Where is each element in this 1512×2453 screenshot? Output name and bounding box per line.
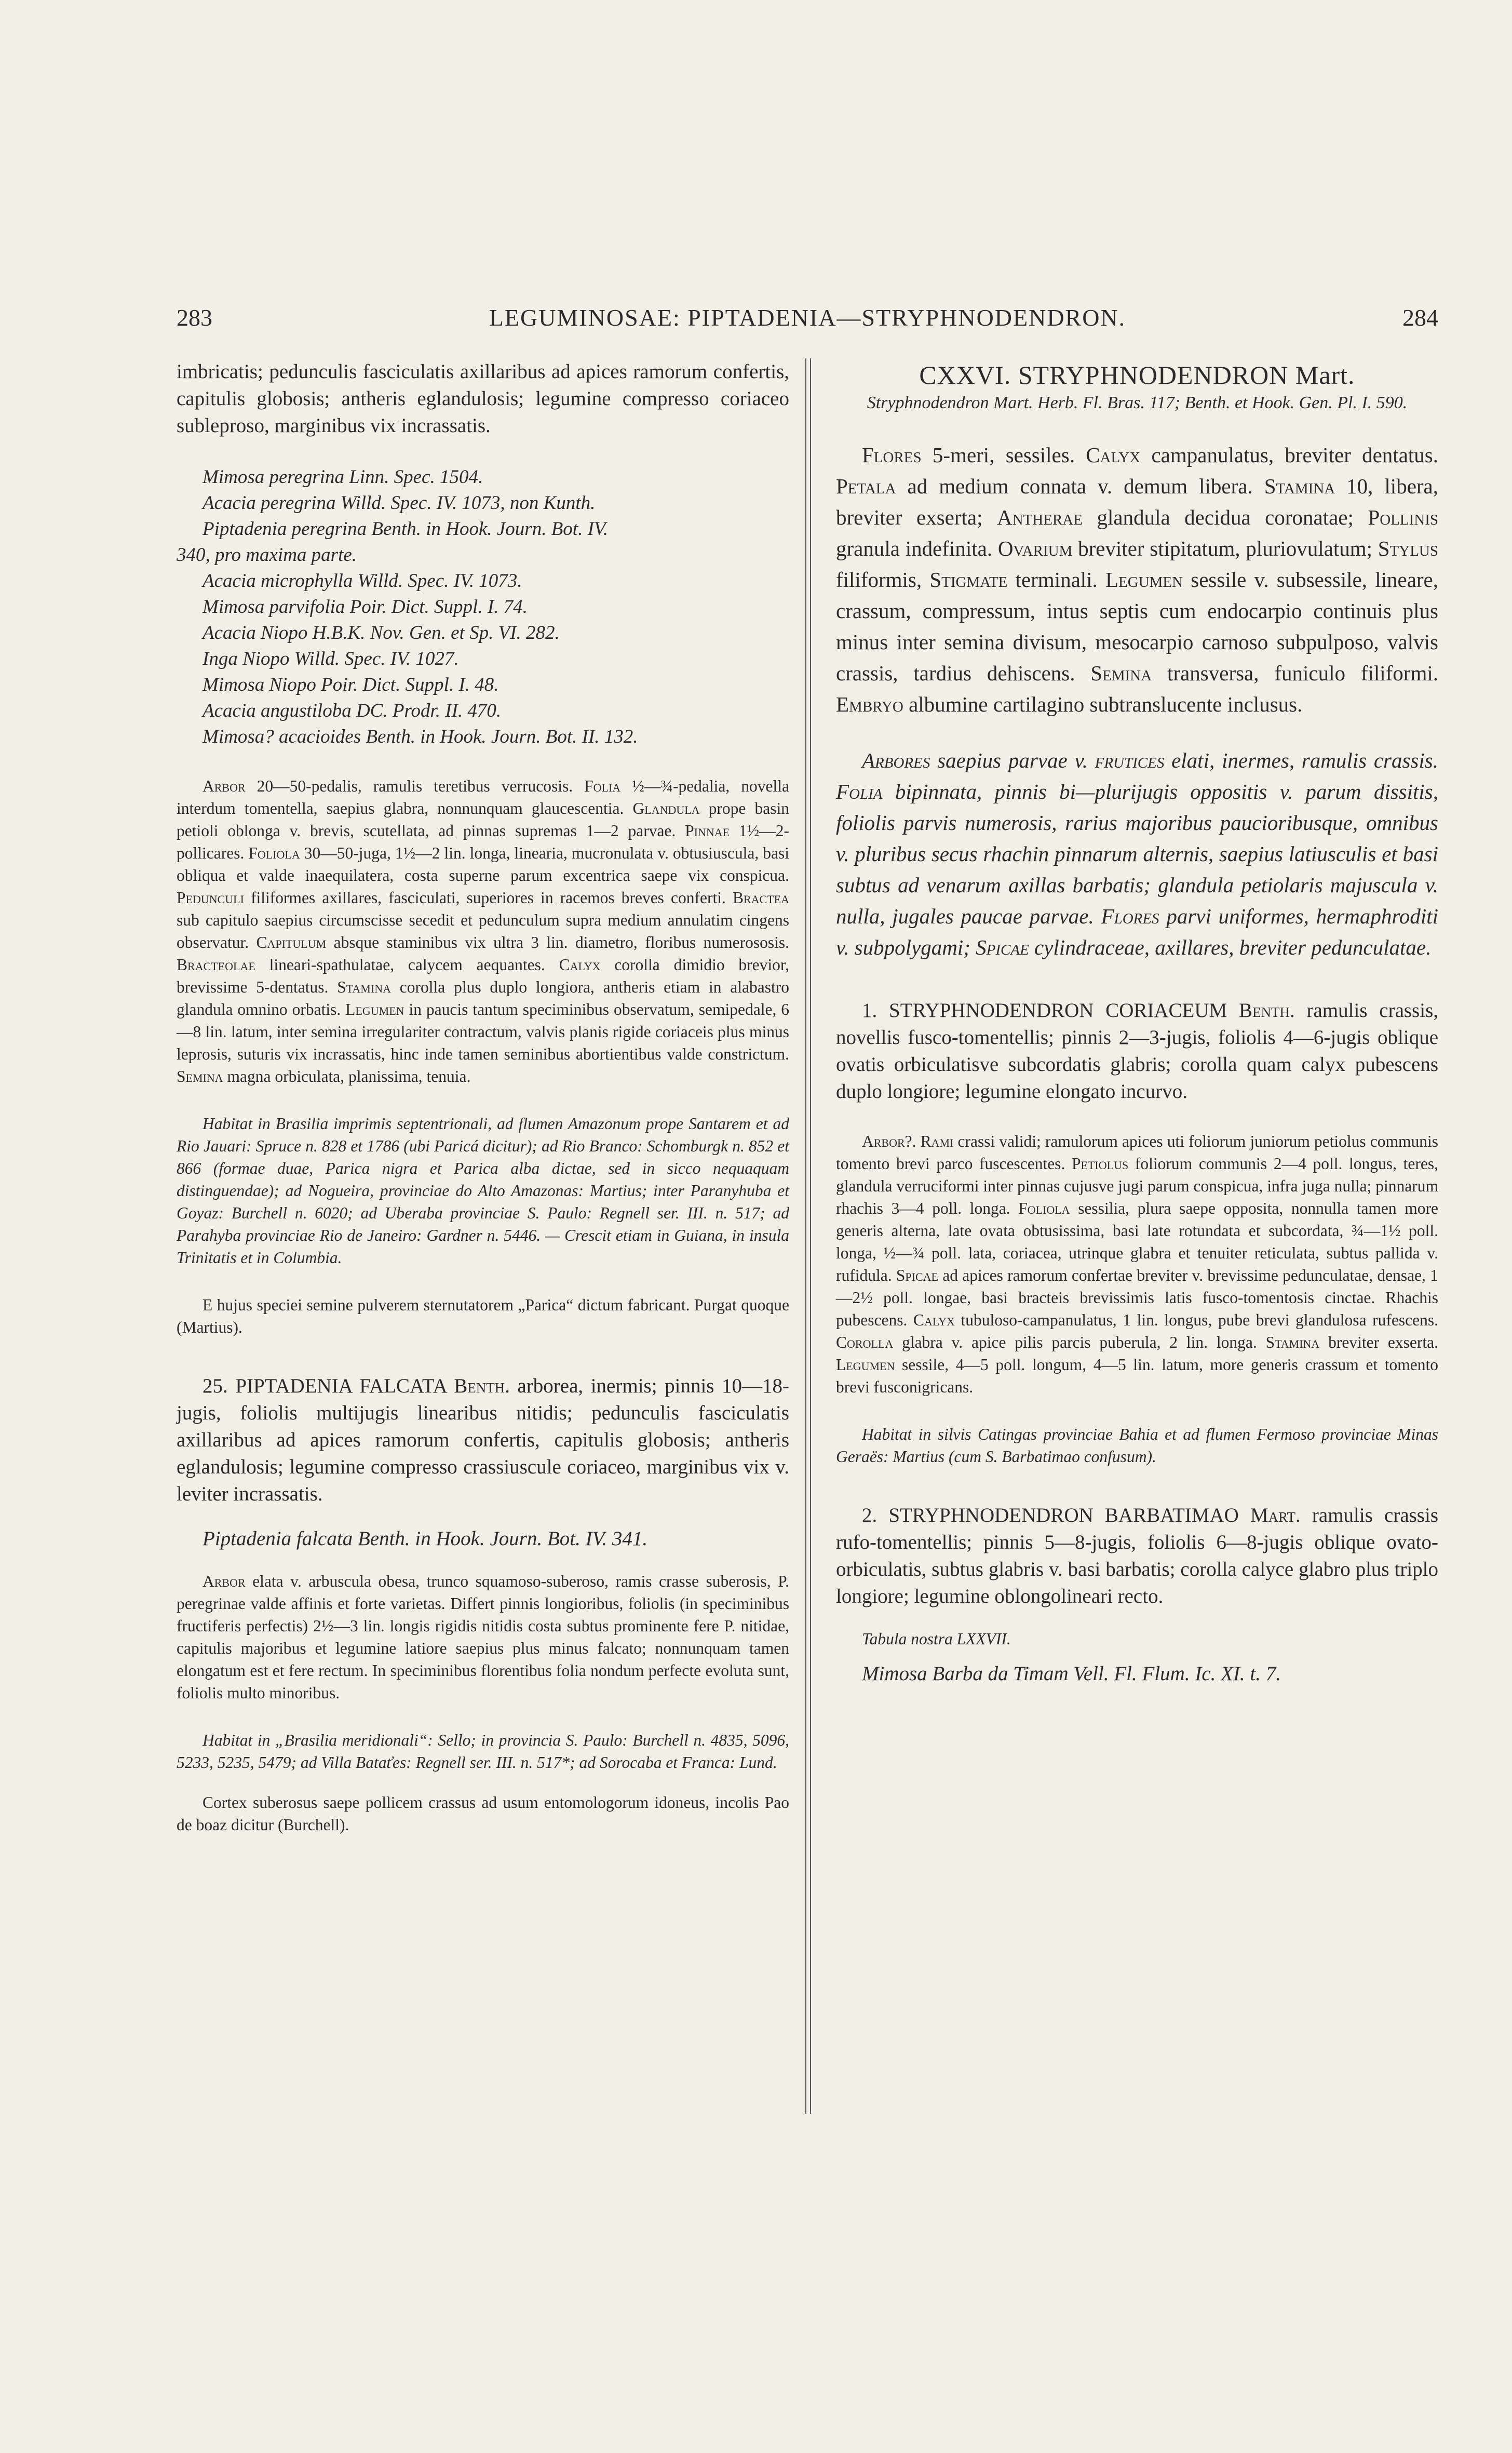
synonym-list — [177, 464, 789, 750]
synonym: Mimosa? acacioides Benth. in Hook. Journ. Bot. II. 132. — [203, 726, 638, 747]
species-2-plate: Tabula nostra LXXVII. — [862, 1630, 1011, 1648]
species-1-description: Arbor?. Rami crassi validi; ramulorum apices uti foliorum juniorum petiolus communis tomento brevi parco fuscescentes. Petiolus foliorum communis 2—4 poll. longus, teres, glandula verruciformi inter pinnas cujusve jugi parum conspicua, infra juga nulla; pinnarum rhachis 3—4 poll. longa. Foliola sessilia, plura saepe opposita, nonnulla tamen more generis alterna, late ovata obtusissima, basi late rotundata et subcordata, ¾—1½ poll. longa, ½—¾ poll. lata, coriacea, utrinque glabra et tenuiter reticulata, subtus pallida v. rufidula. Spicae ad apices ramorum confertae breviter v. brevissime pedunculatae, densae, 1—2½ poll. longae, basi bracteis brevissimis latis fusco-tomentosis cinctae. Rhachis pubescens. Calyx tubuloso-campanulatus, 1 lin. longus, pube brevi glandulosa rufescens. Corolla glabra v. apice pilis parcis puberula, 2 lin. longa. Stamina breviter exserta. Legumen sessile, 4—5 poll. longum, 4—5 lin. latum, more generis crassum et tomento brevi fusconigricans. — [836, 1132, 1438, 1396]
usage-note: E hujus speciei semine pulverem sternutatorem „Parica“ dictum fabricant. Purgat quoque (Martius). — [177, 1296, 789, 1336]
species-1-author: Benth. — [1238, 999, 1295, 1022]
genus-citation: Stryphnodendron Mart. Herb. Fl. Bras. 117; Benth. et Hook. Gen. Pl. I. 590. — [867, 393, 1408, 412]
genus-habit: Arbores saepius parvae v. frutices elati, inermes, ramulis crassis. Folia bipinnata, pinnis bi—plurijugis oppositis v. parum dissitis, foliolis parvis numerosis, rarius majoribus paucioribusque, omnibus v. pluribus secus rhachin pinnarum alternis, saepius latiusculis et basi subtus ad venarum axillas barbatis; glandula petiolaris majuscula v. nulla, jugales paucae parvae. Flores parvi uniformes, hermaphroditi v. subpolygami; Spicae cylindraceae, axillares, breviter pedunculatae. — [836, 748, 1439, 959]
left-column — [177, 358, 789, 2280]
synonym: Mimosa Niopo Poir. Dict. Suppl. I. 48. — [203, 674, 499, 695]
species-1-diagnosis: 1. STRYPHNODENDRON CORIACEUM Benth. ramulis crassis, novellis fusco-tomentellis; pinnis 2—3-jugis, foliolis 4—6-jugis oblique ovatis orbiculatisve subcordatis glabris; corolla quam calyx pubescens duplo longiore; legumine elongato incurvo. — [836, 999, 1438, 1103]
species-25-author: Benth. — [454, 1375, 510, 1397]
intro-paragraph: imbricatis; pedunculis fasciculatis axillaribus ad apices ramorum confertis, capitulis globosis; antheris eglandulosis; legumine compresso coriaceo subleproso, marginibus vix incrassatis. — [177, 360, 789, 437]
species-25-note: Cortex suberosus saepe pollicem crassus ad usum entomologorum idoneus, incolis Pao de boaz dicitur (Burchell). — [177, 1793, 789, 1834]
species-25-description: Arbor elata v. arbuscula obesa, trunco squamoso-suberoso, ramis crasse suberosis, P. peregrinae valde affinis et forte varietas. Differt pinnis longioribus, foliolis (in speciminibus fructiferis perfectis) 2½—3 lin. longis rigidis nitidis costa subtus prominente fere P. nitidae, capitulis majoribus et legumine latiore saepius plus minus falcato; nonnunquam tamen elongatum est et fere rectum. In speciminibus florentibus folia nondum perfecte evoluta sunt, foliolis multo minoribus. — [177, 1572, 789, 1702]
synonym: Mimosa parvifolia Poir. Dict. Suppl. I. 74. — [203, 596, 528, 618]
species-2-synonym: Mimosa Barba da Timam Vell. Fl. Flum. Ic. XI. t. 7. — [862, 1663, 1281, 1685]
synonym: Mimosa peregrina Linn. Spec. 1504. — [203, 466, 483, 488]
synonym: Acacia angustiloba DC. Prodr. II. 470. — [203, 700, 502, 721]
page-header — [177, 304, 1438, 340]
species-25-synonym: Piptadenia falcata Benth. in Hook. Journ. Bot. IV. 341. — [203, 1527, 648, 1550]
genus-description: Flores 5-meri, sessiles. Calyx campanulatus, breviter dentatus. Petala ad medium connata v. demum libera. Stamina 10, libera, breviter exserta; Antherae glandula decidua coronatae; Pollinis granula indefinita. Ovarium breviter stipitatum, pluriovulatum; Stylus filiformis, Stigmate terminali. Legumen sessile v. subsessile, lineare, crassum, compressum, intus septis cum endocarpio continuis plus minus inter semina divisum, mesocarpio carnoso subpulposo, valvis crassis, tardius dehiscens. Semina transversa, funiculo filiformi. Embryo albumine cartilagino subtranslucente inclusus. — [836, 443, 1438, 716]
synonym: Piptadenia peregrina Benth. in Hook. Journ. Bot. IV. — [203, 518, 608, 540]
running-title: LEGUMINOSAE: PIPTADENIA—STRYPHNODENDRON. — [489, 304, 1126, 331]
synonym: 340, pro maxima parte. — [177, 544, 357, 566]
species-25-diagnosis: 25. PIPTADENIA FALCATA Benth. arborea, inermis; pinnis 10—18-jugis, foliolis multijugis linearibus nitidis; pedunculis fasciculatis axillaribus ad apices ramorum confertis, capitulis globosis; antheris eglandulosis; legumine compresso crassiuscule coriaceo, marginibus vix v. leviter incrassatis. — [177, 1375, 790, 1505]
column-divider — [805, 358, 811, 2114]
synonym: Inga Niopo Willd. Spec. IV. 1027. — [203, 648, 459, 669]
habitat-paragraph: Habitat in Brasilia imprimis septentrionali, ad flumen Amazonum prope Santarem et ad Rio Jauari: Spruce n. 828 et 1786 (ubi Paricá dicitur); ad Rio Branco: Schomburgk n. 852 et 866 (formae duae, Parica nigra et Parica alba dictae, sed in sicco nequaquam distinguendae); ad Nogueira, provinciae do Alto Amazonas: Martius; inter Paranyhuba et Goyaz: Burchell n. 6020; ad Uberaba provinciae S. Paulo: Regnell ser. III. n. 517; ad Parahyba provinciae Rio de Janeiro: Gardner n. 5446. — Crescit etiam in Guiana, in insula Trinitatis et in Columbia. — [177, 1115, 789, 1267]
synonym: Acacia peregrina Willd. Spec. IV. 1073, non Kunth. — [203, 492, 596, 514]
species-1-heading: 1. STRYPHNODENDRON CORIACEUM — [862, 999, 1239, 1022]
synonym: Acacia Niopo H.B.K. Nov. Gen. et Sp. VI. 282. — [203, 622, 560, 644]
species-25-heading: 25. PIPTADENIA FALCATA — [203, 1375, 454, 1397]
genus-title: CXXVI. STRYPHNODENDRON Mart. — [919, 360, 1355, 390]
page-number-left: 283 — [177, 304, 212, 331]
right-column — [836, 358, 1439, 1685]
description-paragraph: Arbor 20—50-pedalis, ramulis teretibus verrucosis. Folia ½—¾-pedalia, novella interdum tomentella, saepius glabra, nonnunquam glaucescentia. Glandula prope basin petioli oblonga v. brevis, scutellata, ad pinnas supremas 1—2 parvae. Pinnae 1½—2-pollicares. Foliola 30—50-juga, 1½—2 lin. longa, linearia, mucronulata v. obtusiuscula, basi obliqua et valde inaequilatera, costa superne parum excentrica saepe vix conspicua. Pedunculi filiformes axillares, fasciculati, superiores in racemos breves conferti. Bractea sub capitulo saepius circumscisse secedit et pedunculum supra medium annulatim cingens observatur. Capitulum absque staminibus vix ultra 3 lin. diametro, floribus numerososis. Bracteolae lineari-spathulatae, calycem aequantes. Calyx corolla dimidio brevior, brevissime 5-dentatus. Stamina corolla plus duplo longiora, antheris etiam in alabastro glandula omnino orbatis. Legumen in paucis tantum speciminibus observatum, semipedale, 6—8 lin. latum, inter semina irregulariter contractum, valvis planis rigide coriaceis plus minus leprosis, suturis vix incrassatis, hinc inde tamen seminibus abortientibus valde constrictum. Semina magna orbiculata, planissima, tenuia. — [177, 777, 790, 1085]
species-1-habitat: Habitat in silvis Catingas provinciae Bahia et ad flumen Fermoso provinciae Minas Geraës: Martius (cum S. Barbatimao confusum). — [836, 1425, 1438, 1466]
page-number-right: 284 — [1402, 304, 1438, 331]
species-2-diagnosis: 2. STRYPHNODENDRON BARBATIMAO Mart. ramulis crassis rufo-tomentellis; pinnis 5—8-jugis, foliolis 6—8-jugis oblique ovato-orbiculatis, subtus glabris v. basi barbatis; corolla calyce glabro plus triplo longiore; legumine oblongolineari recto. — [836, 1504, 1438, 1607]
species-25-habitat: Habitat in „Brasilia meridionali“: Sello; in provincia S. Paulo: Burchell n. 4835, 5096, 5233, 5235, 5479; ad Villa Bataťes: Regnell ser. III. n. 517*; ad Sorocaba et Franca: Lund. — [177, 1731, 789, 1772]
species-2-heading: 2. STRYPHNODENDRON BARBATIMAO — [862, 1504, 1250, 1526]
species-2-author: Mart. — [1250, 1504, 1301, 1526]
synonym: Acacia microphylla Willd. Spec. IV. 1073. — [203, 570, 522, 592]
